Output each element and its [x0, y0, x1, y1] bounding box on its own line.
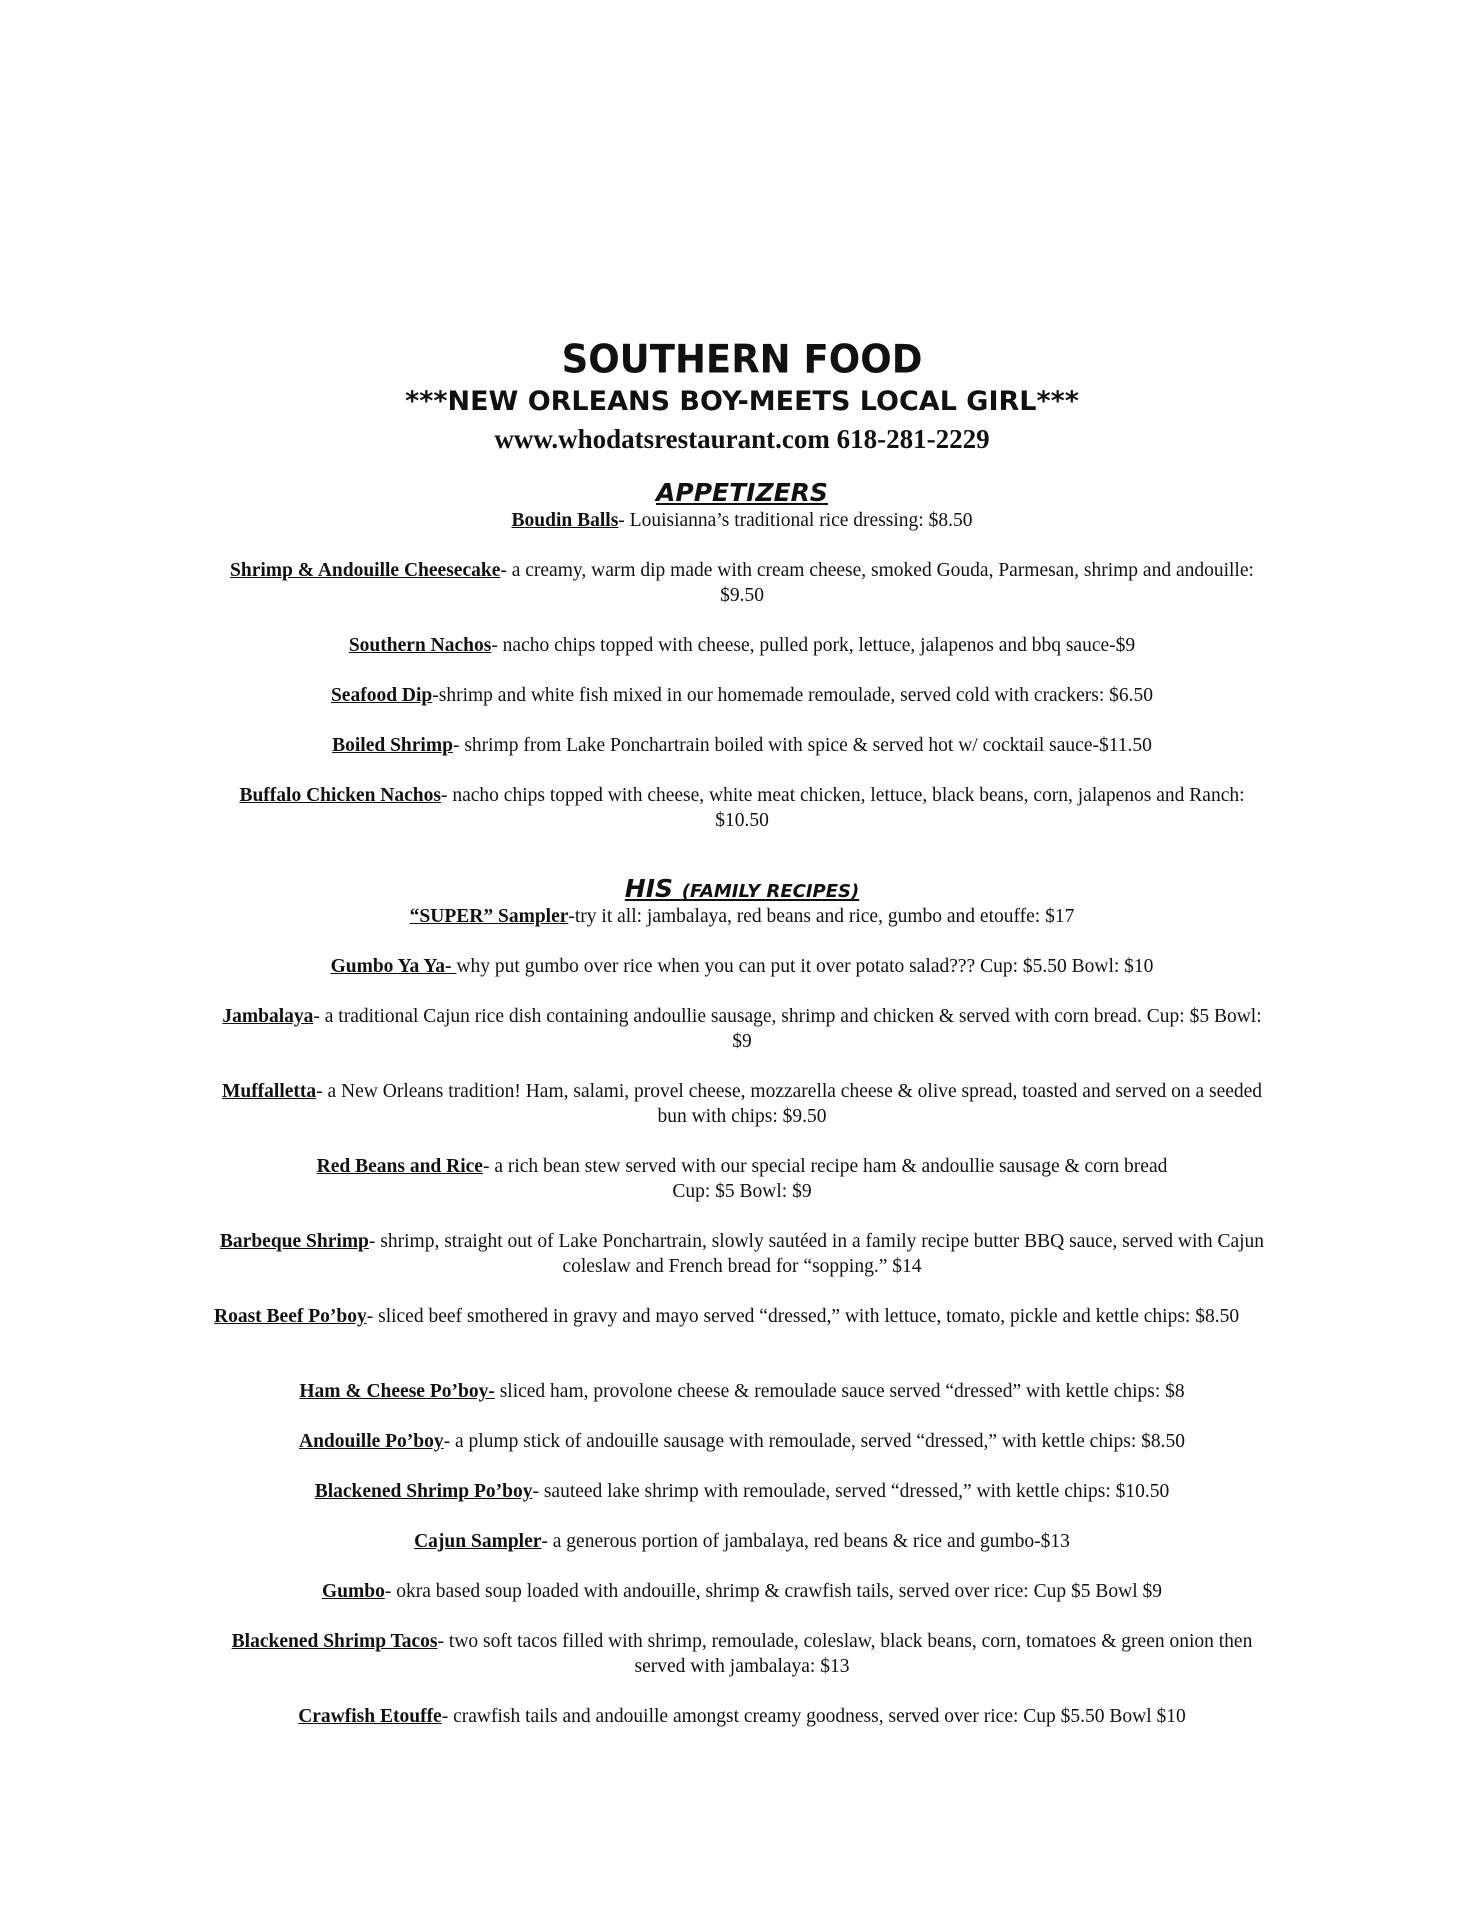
menu-item [214, 1704, 1270, 1729]
item-desc: - a generous portion of jambalaya, red beans & rice and gumbo-$13 [541, 1531, 1070, 1552]
item-desc: - shrimp from Lake Ponchartrain boiled with spice & served hot w/ cocktail sauce-$11.50 [452, 735, 1152, 756]
item-name: Southern Nachos [348, 635, 492, 656]
menu-item [214, 558, 1270, 608]
item-desc: - a traditional Cajun rice dish containing andoullie sausage, shrimp and chicken & served with corn bread. Cup: $5 Bowl: $9 [313, 1006, 1262, 1052]
menu-item [214, 1004, 1270, 1054]
menu-item [214, 733, 1270, 758]
item-name: Red Beans and Rice [316, 1156, 483, 1177]
item-name: Crawfish Etouffe [298, 1706, 442, 1727]
item-desc: sliced ham, provolone cheese & remoulade sauce served “dressed” with kettle chips: $8 [494, 1381, 1185, 1402]
item-desc: - a creamy, warm dip made with cream cheese, smoked Gouda, Parmesan, shrimp and andouille: $9.50 [500, 560, 1254, 606]
menu-item [214, 1154, 1270, 1204]
item-name: “SUPER” Sampler [409, 906, 569, 927]
item-desc: - a plump stick of andouille sausage with remoulade, served “dressed,” with kettle chips: $8.50 [443, 1431, 1185, 1452]
item-name: Ham & Cheese Po’boy- [299, 1381, 495, 1402]
item-desc: - sauteed lake shrimp with remoulade, served “dressed,” with kettle chips: $10.50 [532, 1481, 1170, 1502]
contact-line: www.whodatsrestaurant.com 618-281-2229 [494, 424, 990, 454]
menu-item [214, 954, 1270, 979]
menu-item [214, 1079, 1270, 1129]
item-name: Blackened Shrimp Tacos [231, 1631, 438, 1652]
menu-title: SOUTHERN FOOD [561, 336, 923, 383]
item-desc: - Louisianna’s traditional rice dressing: $8.50 [618, 510, 973, 531]
item-name: Gumbo Ya Ya- [330, 956, 457, 977]
item-desc: - crawfish tails and andouille amongst creamy goodness, served over rice: Cup $5.50 Bowl $10 [441, 1706, 1186, 1727]
his-heading [0, 874, 1484, 907]
item-desc: -shrimp and white fish mixed in our homemade remoulade, served cold with crackers: $6.50 [432, 685, 1154, 706]
menu-item [214, 1304, 1270, 1329]
item-name: Blackened Shrimp Po’boy [314, 1481, 533, 1502]
item-name: Boudin Balls [511, 510, 619, 531]
item-desc: -try it all: jambalaya, red beans and rice, gumbo and etouffe: $17 [568, 906, 1075, 927]
menu-item [214, 1429, 1270, 1454]
item-name: Andouille Po’boy [299, 1431, 444, 1452]
his-heading-main: HIS [624, 874, 674, 903]
item-name: Muffalletta [221, 1081, 317, 1102]
menu-item [214, 904, 1270, 929]
menu-item [214, 1479, 1270, 1504]
item-name: Roast Beef Po’boy [214, 1306, 367, 1327]
item-name: Seafood Dip [330, 685, 433, 706]
item-desc-line2: Cup: $5 Bowl: $9 [672, 1181, 812, 1202]
menu-header [0, 335, 1484, 457]
item-desc: - shrimp, straight out of Lake Ponchartrain, slowly sautéed in a family recipe butter BBQ sauce, served with Cajun coleslaw and French bread for “sopping.” $14 [368, 1231, 1265, 1277]
item-name: Shrimp & Andouille Cheesecake [230, 560, 501, 581]
menu-item [214, 1379, 1270, 1404]
menu-item [214, 783, 1270, 833]
appetizers-heading: APPETIZERS [656, 478, 828, 507]
menu-item [214, 1629, 1270, 1679]
menu-item [214, 1579, 1270, 1604]
menu-item [214, 1229, 1270, 1279]
item-desc: - okra based soup loaded with andouille, shrimp & crawfish tails, served over rice: Cup $5 Bowl $9 [384, 1581, 1162, 1602]
item-name: Buffalo Chicken Nachos [239, 785, 441, 806]
item-name: Boiled Shrimp [332, 735, 453, 756]
his-heading-sub: (FAMILY RECIPES) [681, 881, 860, 902]
item-name: Barbeque Shrimp [219, 1231, 369, 1252]
menu-item [214, 508, 1270, 533]
item-desc: - a New Orleans tradition! Ham, salami, provel cheese, mozzarella cheese & olive spread, toasted and served on a seeded bun with chips: $9.50 [316, 1081, 1263, 1127]
item-desc: why put gumbo over rice when you can put it over potato salad??? Cup: $5.50 Bowl: $10 [456, 956, 1154, 977]
item-desc: - a rich bean stew served with our special recipe ham & andoullie sausage & corn bread [482, 1156, 1168, 1177]
item-name: Jambalaya [222, 1006, 314, 1027]
menu-item [214, 683, 1270, 708]
item-desc: - nacho chips topped with cheese, pulled pork, lettuce, jalapenos and bbq sauce-$9 [491, 635, 1136, 656]
item-name: Cajun Sampler [414, 1531, 542, 1552]
item-desc: - sliced beef smothered in gravy and mayo served “dressed,” with lettuce, tomato, pickle and kettle chips: $8.50 [366, 1306, 1240, 1327]
menu-subtitle: ***NEW ORLEANS BOY-MEETS LOCAL GIRL*** [405, 386, 1079, 417]
menu-item [214, 1529, 1270, 1554]
item-name: Gumbo [322, 1581, 385, 1602]
item-desc: - nacho chips topped with cheese, white meat chicken, lettuce, black beans, corn, jalapenos and Ranch: $10.50 [440, 785, 1245, 831]
menu-item [214, 633, 1270, 658]
item-desc: - two soft tacos filled with shrimp, remoulade, coleslaw, black beans, corn, tomatoes & green onion then served with jambalaya: $13 [437, 1631, 1253, 1677]
